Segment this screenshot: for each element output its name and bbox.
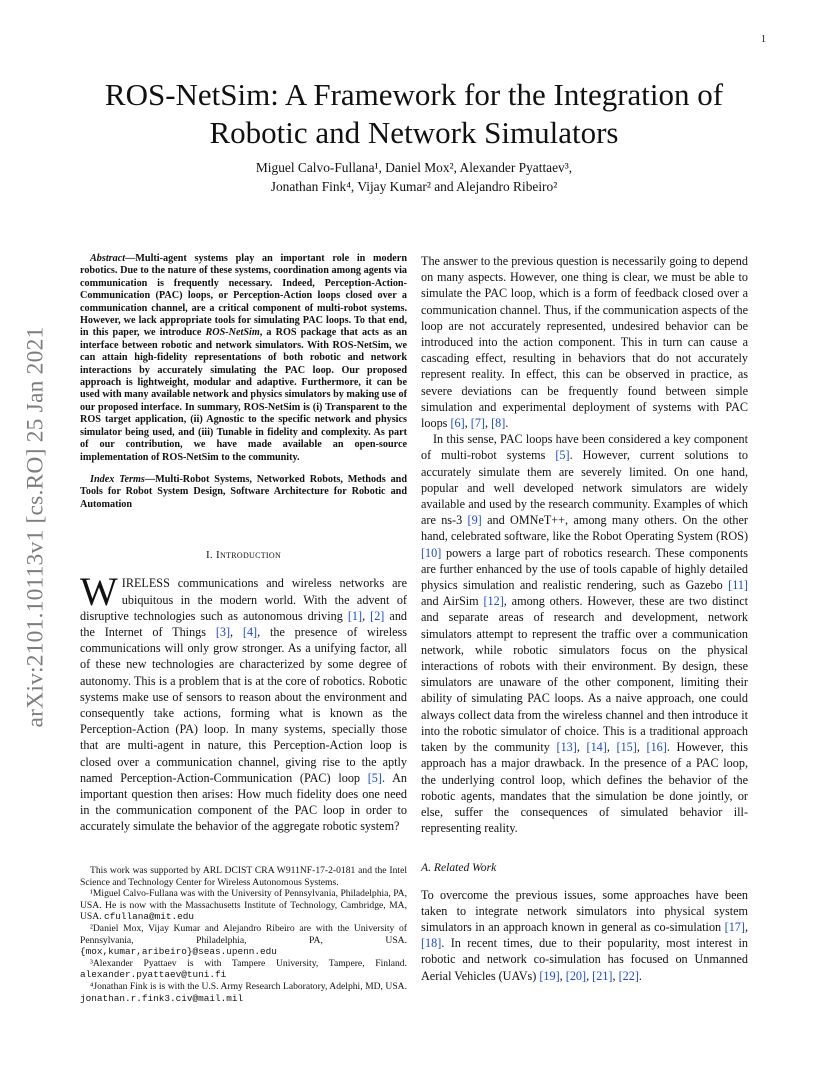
citation-link[interactable]: [8] xyxy=(491,416,506,431)
footnotes xyxy=(80,865,407,1004)
citation-link[interactable]: [18] xyxy=(421,936,442,951)
footnote-1: ¹Miguel Calvo-Fullana was with the University of Pennsylvania, Philadelphia, PA, USA. He is now with the Massachusetts Institute of Technology, Cambridge, MA, USA. cfullana@mit.edu xyxy=(80,888,407,923)
email-link[interactable]: jonathan.r.fink3.civ@mail.mil xyxy=(80,992,244,1004)
related-work-paragraph: To overcome the previous issues, some approaches have been taken to integrate network simulators into physical system simulators in an approach known in general as co-simulation [17], [18]. In recent times, due to their popularity, most interest in robotic and network co-simulation has focused on Unmanned Aerial Vehicles (UAVs) [19], [20], [21], [22]. xyxy=(421,887,748,983)
citation-link[interactable]: [19] xyxy=(539,968,560,983)
citation-link[interactable]: [7] xyxy=(470,416,485,431)
citation-link[interactable]: [10] xyxy=(421,545,442,560)
abstract xyxy=(80,253,407,464)
citation-link[interactable]: [21] xyxy=(592,968,613,983)
subsection-heading-related-work: A. Related Work xyxy=(421,861,497,875)
footnote-funding: This work was supported by ARL DCIST CRA W911NF-17-2-0181 and the Intel Science and Technology Center for Wireless Autonomous Systems. xyxy=(80,865,407,888)
arxiv-sidebar xyxy=(14,292,58,762)
footnote-3: ³Alexander Pyattaev is with Tampere University, Tampere, Finland. alexander.pyattaev@tuni.fi xyxy=(80,957,407,981)
authors-line-2: Jonathan Fink⁴, Vijay Kumar² and Alejandro Ribeiro² xyxy=(270,179,558,194)
page-number: 1 xyxy=(761,34,766,45)
citation-link[interactable]: [15] xyxy=(616,740,637,755)
index-terms-text: —Multi-Robot Systems, Networked Robots, Methods and Tools for Robot System Design, Software Architecture for Robotic and Automation xyxy=(80,473,407,510)
citation-link[interactable]: [11] xyxy=(728,578,748,593)
citation-link[interactable]: [16] xyxy=(646,740,667,755)
footnote-4: ⁴Jonathan Fink is is with the U.S. Army Research Laboratory, Adelphi, MD, USA. jonathan.r.fink3.civ@mail.mil xyxy=(80,980,407,1004)
title-line-1: ROS-NetSim: A Framework for the Integration of xyxy=(104,77,724,112)
abstract-label: Abstract xyxy=(90,253,126,264)
left-column xyxy=(80,253,407,835)
paper-title xyxy=(70,76,758,152)
email-link[interactable]: alexander.pyattaev@tuni.fi xyxy=(80,969,227,981)
index-terms xyxy=(80,474,407,511)
right-column xyxy=(421,253,748,984)
citation-link[interactable]: [14] xyxy=(586,740,607,755)
citation-link[interactable]: [6] xyxy=(450,416,465,431)
abstract-text-2: , a ROS package that acts as an interface between robotic and network simulators. With ROS-NetSim, we can attain high-fidelity representations of both robotic and network interactions by accurately simulating the PAC loop. Our proposed approach is lightweight, modular and adaptive. Furthermore, it can be used with many available network and physics simulators by making use of our proposed interface. In summary, ROS-NetSim is (i) Transparent to the ROS target application, (ii) Agnostic to the specific network and physics simulator being used, and (iii) Tunable in fidelity and complexity. As part of our contribution, we have made available an open-source implementation of ROS-NetSim to the community. xyxy=(80,327,407,463)
section-heading-introduction: I. Introduction xyxy=(205,549,282,562)
citation-link[interactable]: [20] xyxy=(565,968,587,983)
intro-paragraph-2: The answer to the previous question is necessarily going to depend on many aspects. However, one thing is clear, we must be able to simulate the PAC loop, which is a form of feedback closed over a communication channel. Thus, if the communication aspects of the loop are not accurately represented, undesired behavior can be introduced into the action component. This in turn can cause a cascading effect, resulting in behaviors that do not accurately represent reality. In effect, this can be observed in practice, as severe deviations can be frequently found between simple simulation and experimental deployment of systems with PAC loops [6], [7], [8]. xyxy=(421,254,748,431)
citation-link[interactable]: [4] xyxy=(242,624,258,639)
title-line-2: Robotic and Network Simulators xyxy=(209,115,619,150)
email-link[interactable]: cfullana@mit.edu xyxy=(104,911,195,923)
abstract-text-1: —Multi-agent systems play an important role in modern robotics. Due to the nature of these systems, coordination among agents via communication is frequently necessary. Indeed, Perception-Action-Communication (PAC) loops, or Perception-Action loops closed over a communication channel, are a critical component of multi-robot systems. However, we lack appropriate tools for simulating PAC loops. To that end, in this paper, we introduce xyxy=(80,253,407,339)
citation-link[interactable]: [17] xyxy=(724,919,745,934)
citation-link[interactable]: [13] xyxy=(556,740,577,755)
citation-link[interactable]: [5] xyxy=(367,770,382,785)
citation-link[interactable]: [2] xyxy=(370,608,385,623)
citation-link[interactable]: [22] xyxy=(618,968,639,983)
citation-link[interactable]: [3] xyxy=(215,624,231,639)
index-terms-label: Index Terms xyxy=(90,473,145,485)
author-list xyxy=(70,158,758,196)
intro-paragraph-1: WIRELESS communications and wireless networks are ubiquitous in the modern world. With the advent of disruptive technologies such as autonomous driving [1], [2] and the Internet of Things [3], [4], the presence of wireless communications will only grow stronger. As a unifying factor, all of these new technologies are characterized by some degree of autonomy. This is a problem that is at the core of robotics. Robotic systems make use of sensors to reason about the environment and consequently take actions, forming what is known as the Perception-Action (PA) loop. In many systems, specially those that are multi-agent in nature, this Perception-Action loop is closed over a communication channel, giving rise to the aptly named Perception-Action-Communication (PAC) loop [5]. An important question then arises: How much fidelity does one need in the communication component of the PAC loop in order to accurately simulate the behavior of the aggregate robotic system? xyxy=(80,569,408,834)
citation-link[interactable]: [12] xyxy=(483,594,504,609)
citation-link[interactable]: [9] xyxy=(467,513,482,528)
email-link[interactable]: {mox,kumar,aribeiro}@seas.upenn.edu xyxy=(80,946,277,958)
citation-link[interactable]: [1] xyxy=(347,608,363,623)
abstract-emph: ROS-NetSim xyxy=(205,327,260,339)
authors-line-1: Miguel Calvo-Fullana¹, Daniel Mox², Alexander Pyattaev³, xyxy=(255,160,573,175)
citation-link[interactable]: [5] xyxy=(555,448,570,463)
drop-cap: W xyxy=(80,569,118,615)
arxiv-id: arXiv:2101.10113v1 [cs.RO] 25 Jan 2021 xyxy=(22,326,49,728)
footnote-2: ²Daniel Mox, Vijay Kumar and Alejandro Ribeiro are with the University of Pennsylvania, Philadelphia, PA, USA. {mox,kumar,aribeiro}@seas.upenn.edu xyxy=(80,922,407,958)
intro-paragraph-3: In this sense, PAC loops have been considered a key component of multi-robot systems [5]. However, current solutions to accurately simulate them are severely limited. On one hand, popular and well developed network simulators are widely available and used by the research community. Examples of which are ns-3 [9] and OMNeT++, among many others. On the other hand, celebrated software, like the Robot Operating System (ROS) [10] powers a large part of robotics research. These components are further enhanced by the use of tools capable of highly detailed physics simulation and realistic rendering, such as Gazebo [11] and AirSim [12], among others. However, these are two distinct and separate areas of research and development, network simulators attempt to represent the traffic over a communication network, while robotic simulators focus on the physical interactions of robots with their environment. By design, these simulators are unaware of the other component, limiting their ability of simulating PAC loops. As a naive approach, one could always collect data from the wireless channel and then introduce it into the robotic simulator of choice. This is a traditional approach taken by the community [13], [14], [15], [16]. However, this approach has a major drawback. In the presence of a PAC loop, the underlying control loop, which defines the behavior of the robotic agents, mandates that the simulation be done jointly, or else, suffer the consequences of simulated behavior ill-representing reality. xyxy=(421,432,748,836)
